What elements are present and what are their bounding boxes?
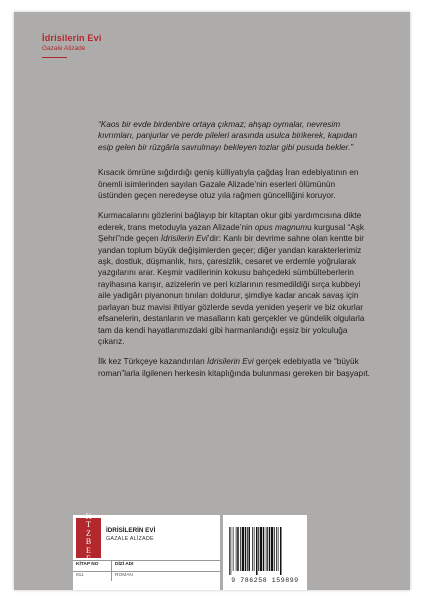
barcode-bar	[276, 527, 277, 571]
barcode-bar	[233, 527, 234, 571]
publisher-panel	[73, 511, 220, 590]
blurb-paragraph-3	[98, 356, 370, 379]
barcode-bar	[267, 527, 268, 571]
p2-part-c: u kurgusal “Aşk Şehri”nde geçen	[98, 222, 364, 244]
barcode-bar	[271, 527, 273, 571]
book-back-cover	[14, 12, 410, 590]
value-dizi-adi: ROMAN	[111, 572, 150, 581]
barcode-bar	[263, 527, 265, 571]
barcode-bar	[266, 527, 267, 571]
barcode-bars	[229, 527, 301, 575]
p2-part-e: ’dir: Kanlı bir devrime sahne olan kentte bir yandan toplum büyük değişimlerden geçer; diğer yandan karakterlerimiz aşk, dostluk, düşmanlık, hırs, çaresizlik, cesaret ve erdemle yoğrularak yazgılarını arar. Keşmir vadilerinin kokusu bahçedeki sümbülteberlerin rayihasına karışır, azizelerin ve peri kızlarının resmedildiği sırça kubbeyi aile yadigârı piyanonun tınıları doldurur, şimdiye kadar ancak savaş için parlayan buz mavisi ihtiyar gözlerde sevda yeniden yeşerir ve biz okurlar efsanelerin, destanların ve masalların katı gerçekler ve gündelik olgularla tam da kendi hayatlarımızdaki gibi harmanlandığı eşsiz bir yolculuğa çıkarız.	[98, 234, 365, 346]
blurb-text	[98, 119, 370, 388]
barcode-bar	[237, 527, 239, 571]
logo-letter: E	[86, 545, 91, 555]
barcode-bar	[269, 527, 271, 571]
panel-book-title: İDRİSİLERİN EVİ	[106, 527, 156, 534]
p3-book-title: İdrisilerin Evi	[206, 357, 254, 367]
publisher-logo	[76, 511, 101, 563]
blurb-quote: “Kaos bir evde birdenbire ortaya çıkmaz; ahşap oymalar, nevresim kıvrımları, panjurlar ve perde pileleri arasında usulca birikerek, kapıdan esip gelen bir rüzgârla savrulmayı bekleyen tozlar gibi pusuda bekler.”	[98, 120, 358, 152]
info-grid-header	[73, 561, 220, 571]
barcode-bar	[258, 527, 259, 571]
p2-opus-magnum: opus magnum	[254, 222, 308, 232]
p2-book-title: İdrisilerin Evi	[160, 234, 208, 244]
isbn-barcode	[223, 515, 307, 590]
barcode-bar	[236, 527, 237, 571]
logo-letter: Z	[86, 528, 91, 538]
logo-letter: E	[86, 554, 91, 563]
info-grid	[73, 560, 220, 581]
brand-block	[42, 33, 102, 58]
barcode-bar	[231, 527, 232, 575]
barcode-bar	[260, 527, 262, 571]
barcode-bar	[245, 527, 247, 571]
p3-part-a: İlk kez Türkçeye kazandırılan	[98, 357, 207, 367]
logo-letter: T	[86, 520, 91, 529]
barcode-bar	[278, 527, 279, 571]
header-kitap-no: KİTAP NO	[76, 562, 99, 567]
brand-author: Gazale Alizade	[42, 45, 86, 52]
logo-letter: B	[85, 537, 92, 546]
barcode-bar	[280, 527, 282, 575]
barcode-bar	[242, 527, 244, 571]
p3-part-c: gerçek edebiyatla ve “büyük roman”larla ilgilenen herkesin kitaplığında bulunması gereken bir başyapıt.	[98, 357, 370, 378]
isbn-number: 9 786258 159899	[231, 577, 299, 584]
barcode-bar	[256, 527, 258, 575]
logo-letter: K	[85, 511, 92, 521]
blurb-paragraph-1: Kısacık ömrüne sığdırdığı geniş külliyatıyla çağdaş İran edebiyatının en önemli isimlerinden sayılan Gazale Alizade’nin eserleri ölümünün üstünden geçen neredeyse otuz yıla rağmen güncelliğini koruyor.	[98, 168, 359, 201]
barcode-bar	[229, 527, 230, 575]
blurb-paragraph-2	[98, 210, 370, 347]
panel-author: GAZALE ALİZADE	[106, 536, 154, 542]
barcode-bar	[240, 527, 241, 571]
barcode-bar	[274, 527, 275, 571]
brand-divider	[42, 57, 67, 58]
info-grid-values	[73, 571, 220, 581]
barcode-bar	[247, 527, 248, 571]
value-kitap-no: 811	[76, 573, 84, 578]
barcode-bar	[252, 527, 253, 571]
brand-title: İdrisilerin Evi	[42, 33, 102, 43]
barcode-bar	[249, 527, 251, 571]
header-dizi-adi: DİZİ ADI	[111, 561, 150, 571]
barcode-bar	[254, 527, 255, 571]
p2-part-a: Kurmacalarını gözlerini bağlayıp bir kitaptan okur gibi yardımcısına dikte ederek, trans metoduyla yazan Alizade’nin	[98, 211, 362, 232]
